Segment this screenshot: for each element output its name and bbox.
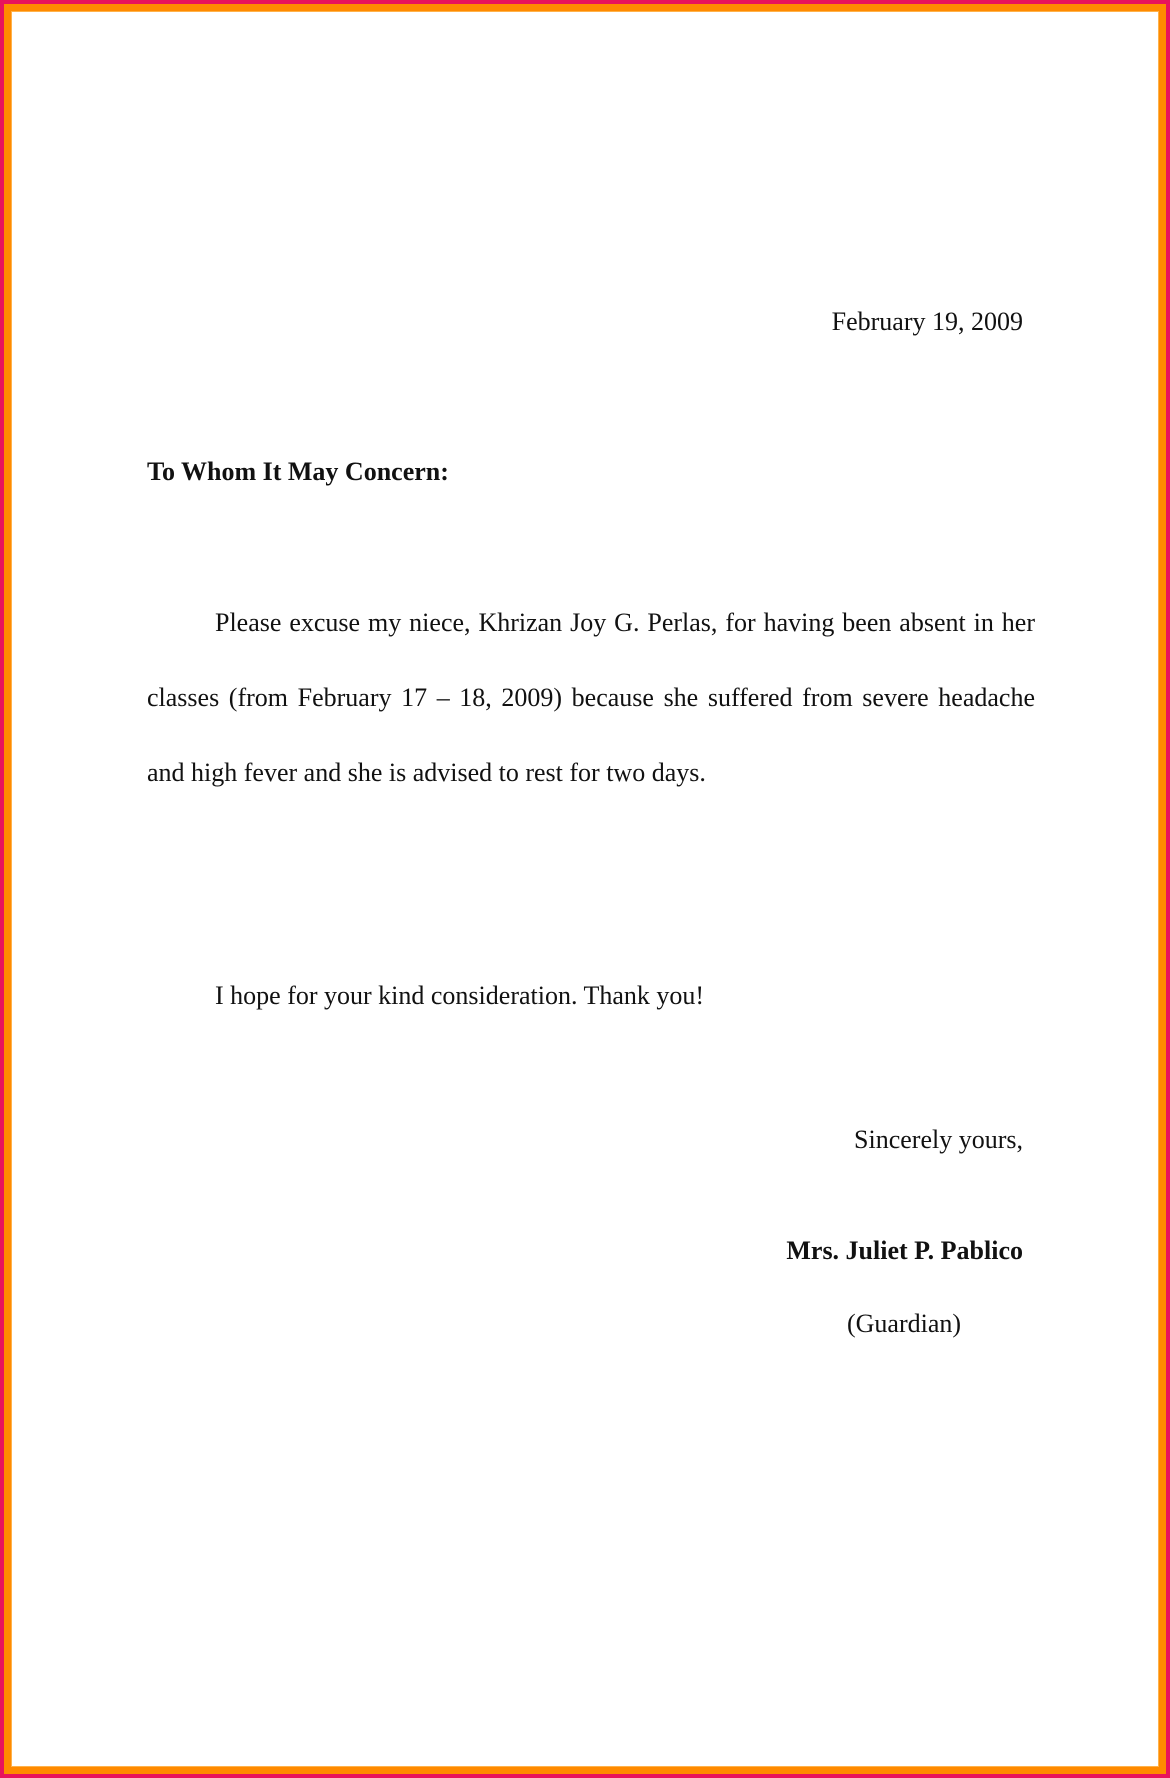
letter-page — [12, 12, 1158, 1766]
letter-thanks-paragraph: I hope for your kind consideration. Thank you! — [215, 981, 705, 1010]
letter-body-paragraph: Please excuse my niece, Khrizan Joy G. Perlas, for having been absent in her classes (from February 17 – 18, 2009) because she suffered from severe headache and high fever and she is advised to rest for two days. — [147, 608, 1035, 787]
letter-date: February 19, 2009 — [831, 307, 1023, 336]
signer-name: Mrs. Juliet P. Pablico — [786, 1236, 1023, 1265]
letter-closing: Sincerely yours, — [854, 1125, 1023, 1154]
signer-role: (Guardian) — [847, 1309, 962, 1338]
letter-salutation: To Whom It May Concern: — [147, 457, 449, 486]
